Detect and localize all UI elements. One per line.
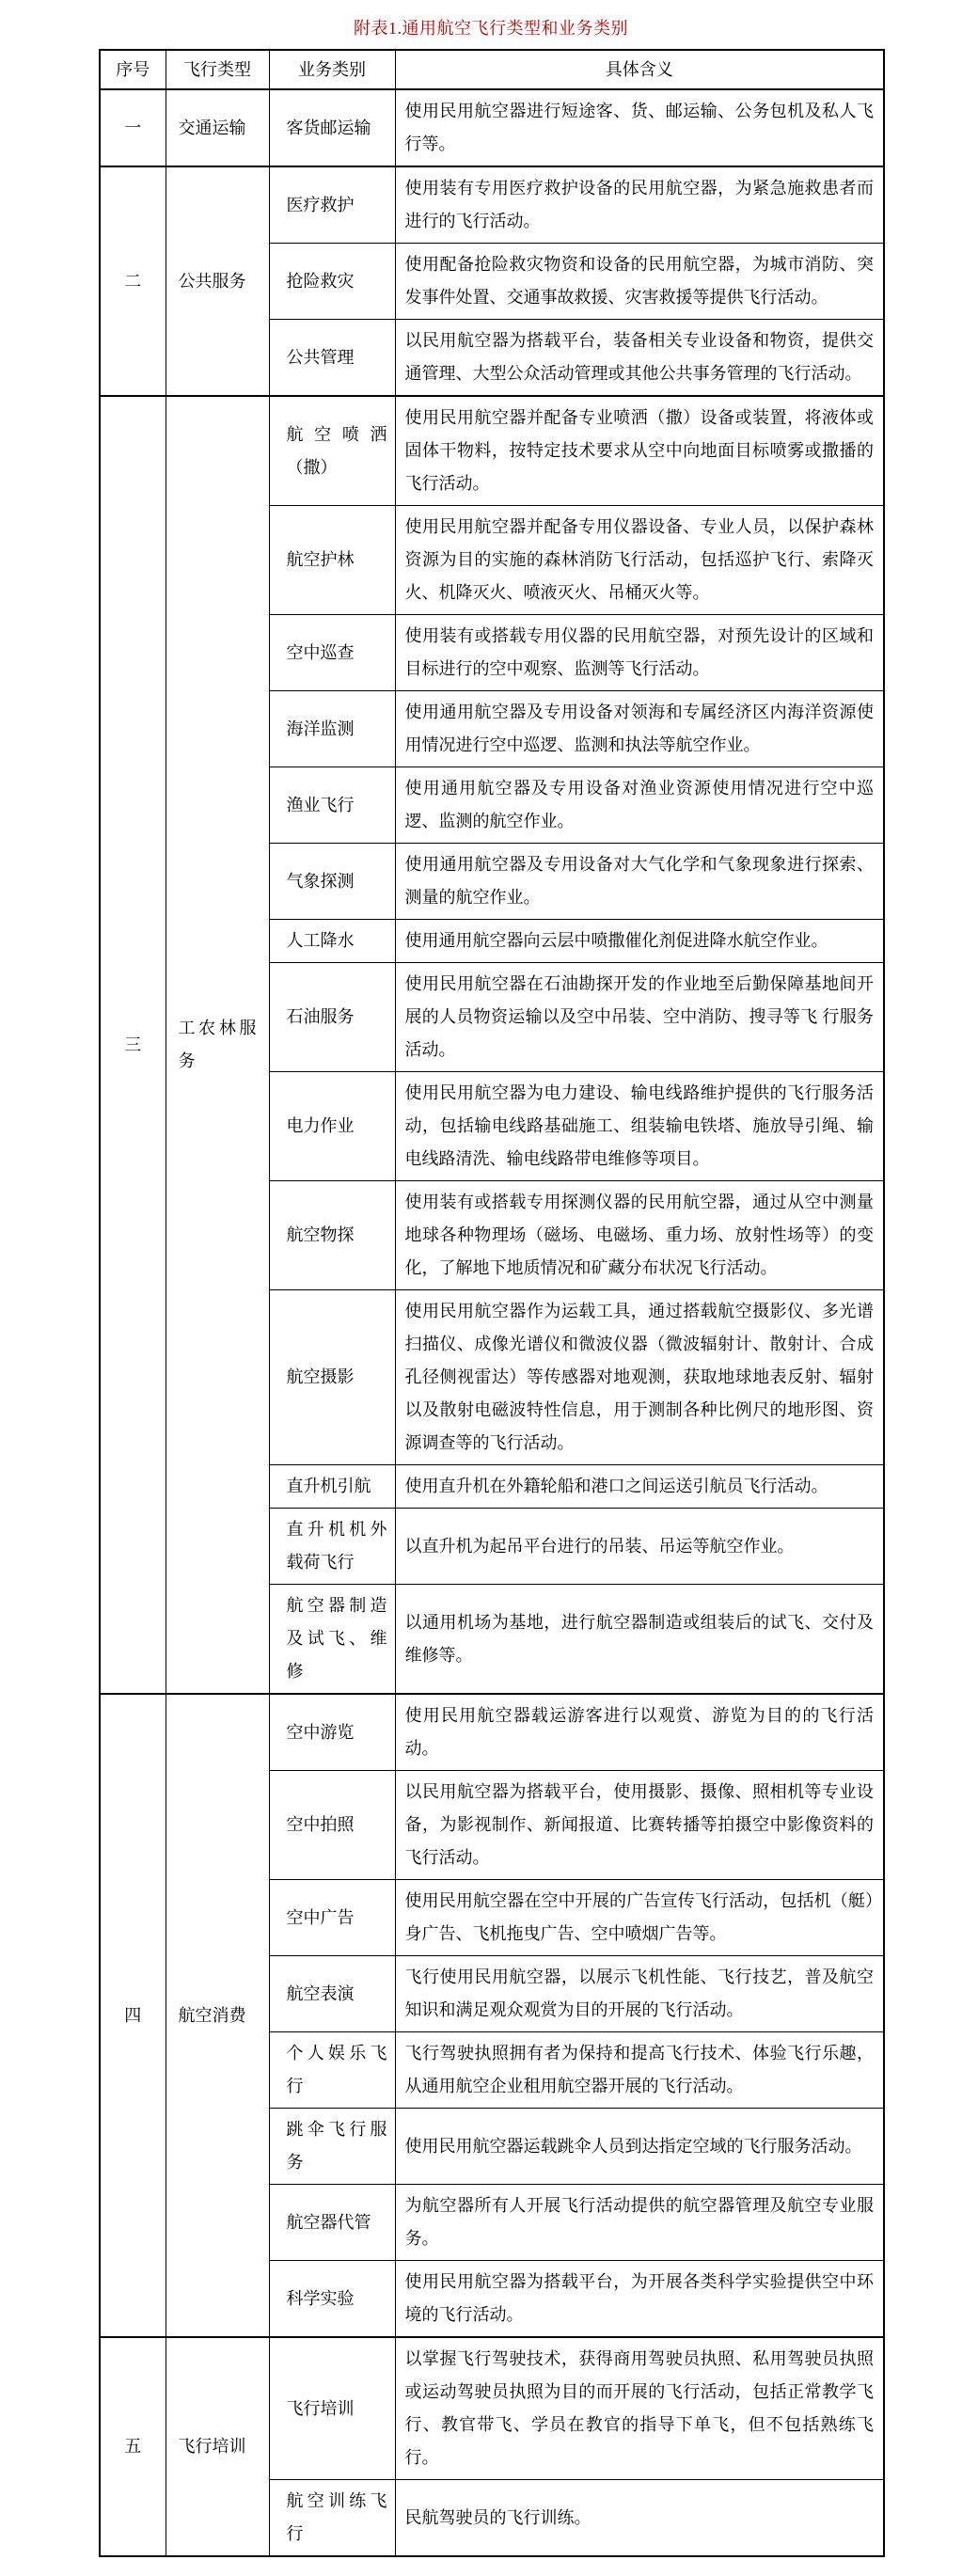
- business-category-cell: 气象探测: [269, 844, 395, 920]
- business-category-cell: 海洋监测: [269, 691, 395, 767]
- meaning-cell: 以掌握飞行驾驶技术，获得商用驾驶员执照、私用驾驶员执照或运动驾驶员执照为目的而开展的飞行活动，包括正常教学飞行、教官带飞、学员在教官的指导下单飞，但不包括熟练飞行。: [395, 2337, 884, 2480]
- table-row: [100, 166, 884, 244]
- business-category-cell: 空中巡查: [269, 615, 395, 691]
- meaning-cell: 使用装有或搭载专用探测仪器的民用航空器，通过从空中测量地球各种物理场（磁场、电磁场、重力场、放射性场等）的变化，了解地下地质情况和矿藏分布状况飞行活动。: [395, 1181, 884, 1290]
- document-title: 附表1.通用航空飞行类型和业务类别: [354, 19, 628, 38]
- business-category-cell: 直升机引航: [269, 1465, 395, 1509]
- flight-type-cell: 航空消费: [166, 1694, 269, 2337]
- meaning-cell: 民航驾驶员的飞行训练。: [395, 2480, 884, 2557]
- business-category-cell: 渔业飞行: [269, 767, 395, 844]
- table-row: [100, 89, 884, 166]
- business-category-cell: 航空器代管: [269, 2185, 395, 2261]
- meaning-cell: 使用配备抢险救灾物资和设备的民用航空器，为城市消防、突发事件处置、交通事故救援、灾害救援等提供飞行活动。: [395, 244, 884, 320]
- table-row: [100, 2337, 884, 2480]
- business-category-cell: 航空器制造及试飞、维修: [269, 1585, 395, 1695]
- business-category-cell: 航空训练飞行: [269, 2480, 395, 2557]
- aviation-flight-types-table: [99, 49, 885, 2557]
- table-row: [100, 396, 884, 506]
- header-meaning: 具体含义: [395, 50, 884, 89]
- meaning-cell: 以直升机为起吊平台进行的吊装、吊运等航空作业。: [395, 1509, 884, 1585]
- meaning-cell: 使用通用航空器及专用设备对领海和专属经济区内海洋资源使用情况进行空中巡逻、监测和执法等航空作业。: [395, 691, 884, 767]
- meaning-cell: 使用民用航空器为电力建设、输电线路维护提供的飞行服务活动，包括输电线路基础施工、组装输电铁塔、施放导引绳、输电线路清洗、输电线路带电维修等项目。: [395, 1072, 884, 1181]
- section-index-cell: 一: [100, 89, 166, 166]
- table-body: [100, 89, 884, 2556]
- business-category-cell: 空中拍照: [269, 1771, 395, 1880]
- meaning-cell: 使用民用航空器载运游客进行以观赏、游览为目的的飞行活动。: [395, 1694, 884, 1771]
- meaning-cell: 使用民用航空器在石油勘探开发的作业地至后勤保障基地间开展的人员物资运输以及空中吊装、空中消防、搜寻等飞 行服务活动。: [395, 963, 884, 1072]
- meaning-cell: 以民用航空器为搭载平台，装备相关专业设备和物资，提供交通管理、大型公众活动管理或其他公共事务管理的飞行活动。: [395, 320, 884, 397]
- business-category-cell: 客货邮运输: [269, 89, 395, 166]
- flight-type-cell: 工农林服务: [166, 396, 269, 1694]
- meaning-cell: 使用民用航空器运载跳伞人员到达指定空域的飞行服务活动。: [395, 2109, 884, 2185]
- business-category-cell: 飞行培训: [269, 2337, 395, 2480]
- section-index-cell: 四: [100, 1694, 166, 2337]
- business-category-cell: 个人娱乐飞行: [269, 2032, 395, 2109]
- meaning-cell: 使用民用航空器进行短途客、货、邮运输、公务包机及私人飞行等。: [395, 89, 884, 166]
- meaning-cell: 使用民用航空器作为运载工具，通过搭载航空摄影仪、多光谱扫描仪、成像光谱仪和微波仪器（微波辐射计、散射计、合成孔径侧视雷达）等传感器对地观测，获取地球地表反射、辐射以及散射电磁波特性信息，用于测制各种比例尺的地形图、资源调查等的飞行活动。: [395, 1290, 884, 1465]
- header-flight-type: 飞行类型: [166, 50, 269, 89]
- business-category-cell: 跳伞飞行服务: [269, 2109, 395, 2185]
- meaning-cell: 使用直升机在外籍轮船和港口之间运送引航员飞行活动。: [395, 1465, 884, 1509]
- meaning-cell: 使用通用航空器及专用设备对大气化学和气象现象进行探索、测量的航空作业。: [395, 844, 884, 920]
- meaning-cell: 使用民用航空器并配备专业喷洒（撒）设备或装置，将液体或固体干物料，按特定技术要求从空中向地面目标喷雾或撒播的飞行活动。: [395, 396, 884, 506]
- business-category-cell: 航空物探: [269, 1181, 395, 1290]
- business-category-cell: 直升机机外载荷飞行: [269, 1509, 395, 1585]
- meaning-cell: 使用装有专用医疗救护设备的民用航空器，为紧急施救患者而进行的飞行活动。: [395, 166, 884, 244]
- business-category-cell: 公共管理: [269, 320, 395, 397]
- section-index-cell: 五: [100, 2337, 166, 2556]
- business-category-cell: 航空摄影: [269, 1290, 395, 1465]
- meaning-cell: 使用民用航空器为搭载平台，为开展各类科学实验提供空中环境的飞行活动。: [395, 2261, 884, 2338]
- meaning-cell: 飞行驾驶执照拥有者为保持和提高飞行技术、体验飞行乐趣，从通用航空企业租用航空器开展的飞行活动。: [395, 2032, 884, 2109]
- meaning-cell: 使用装有或搭载专用仪器的民用航空器，对预先设计的区域和目标进行的空中观察、监测等飞行活动。: [395, 615, 884, 691]
- business-category-cell: 电力作业: [269, 1072, 395, 1181]
- business-category-cell: 石油服务: [269, 963, 395, 1072]
- business-category-cell: 航空表演: [269, 1956, 395, 2032]
- meaning-cell: 使用民用航空器在空中开展的广告宣传飞行活动，包括机（艇）身广告、飞机拖曳广告、空中喷烟广告等。: [395, 1880, 884, 1956]
- header-seq: 序号: [100, 50, 166, 89]
- meaning-cell: 飞行使用民用航空器，以展示飞机性能、飞行技艺，普及航空知识和满足观众观赏为目的开展的飞行活动。: [395, 1956, 884, 2032]
- business-category-cell: 航空护林: [269, 506, 395, 615]
- business-category-cell: 空中游览: [269, 1694, 395, 1771]
- table-row: [100, 1694, 884, 1771]
- meaning-cell: 为航空器所有人开展飞行活动提供的航空器管理及航空专业服务。: [395, 2185, 884, 2261]
- header-business-category: 业务类别: [269, 50, 395, 89]
- business-category-cell: 医疗救护: [269, 166, 395, 244]
- meaning-cell: 以民用航空器为搭载平台，使用摄影、摄像、照相机等专业设备，为影视制作、新闻报道、比赛转播等拍摄空中影像资料的飞行活动。: [395, 1771, 884, 1880]
- business-category-cell: 航空喷洒（撒）: [269, 396, 395, 506]
- meaning-cell: 使用通用航空器向云层中喷撒催化剂促进降水航空作业。: [395, 920, 884, 963]
- flight-type-cell: 飞行培训: [166, 2337, 269, 2556]
- flight-type-cell: 公共服务: [166, 166, 269, 396]
- section-index-cell: 三: [100, 396, 166, 1694]
- business-category-cell: 抢险救灾: [269, 244, 395, 320]
- business-category-cell: 人工降水: [269, 920, 395, 963]
- meaning-cell: 使用民用航空器并配备专用仪器设备、专业人员，以保护森林资源为目的实施的森林消防飞行活动，包括巡护飞行、索降灭火、机降灭火、喷液灭火、吊桶灭火等。: [395, 506, 884, 615]
- meaning-cell: 使用通用航空器及专用设备对渔业资源使用情况进行空中巡逻、监测的航空作业。: [395, 767, 884, 844]
- flight-type-cell: 交通运输: [166, 89, 269, 166]
- section-index-cell: 二: [100, 166, 166, 396]
- business-category-cell: 科学实验: [269, 2261, 395, 2338]
- table-header: [100, 50, 884, 89]
- header-row: [100, 50, 884, 89]
- meaning-cell: 以通用机场为基地，进行航空器制造或组装后的试飞、交付及维修等。: [395, 1585, 884, 1695]
- business-category-cell: 空中广告: [269, 1880, 395, 1956]
